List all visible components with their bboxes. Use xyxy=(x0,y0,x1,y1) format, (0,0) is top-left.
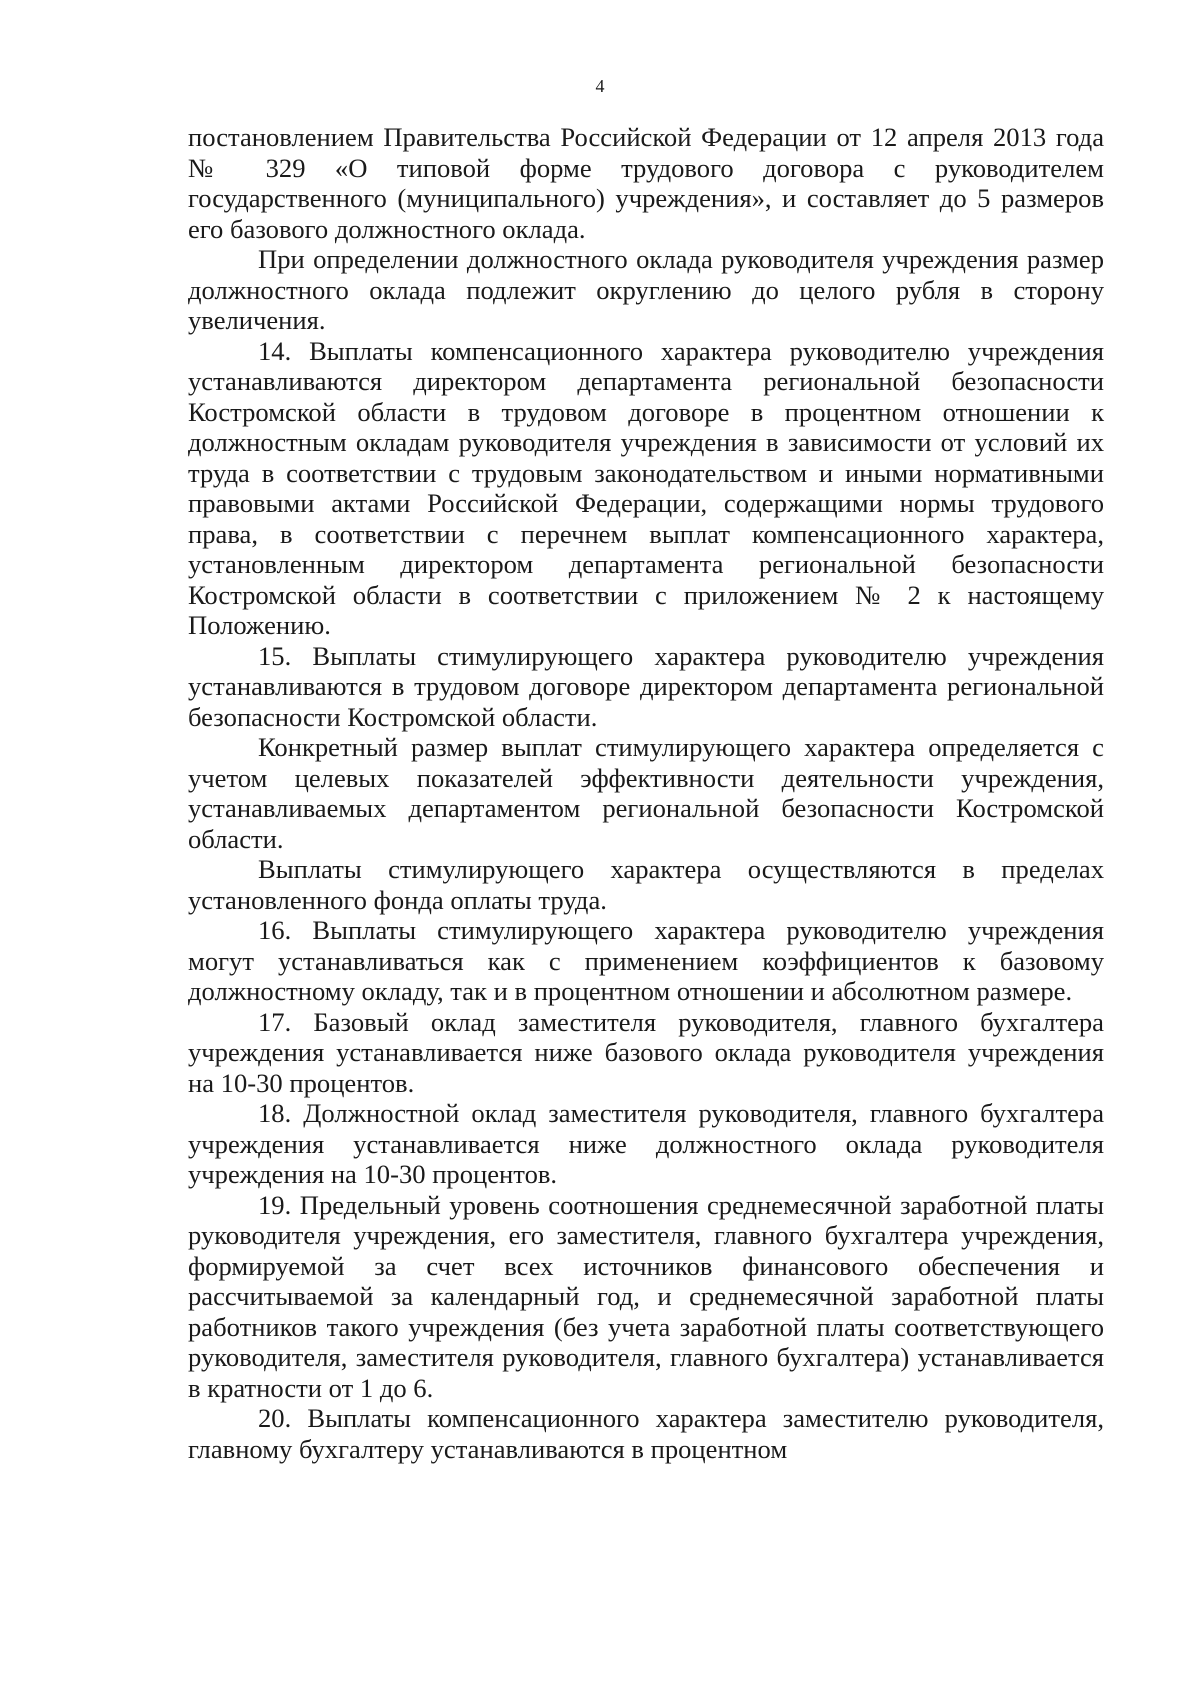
paragraph-item-18: 18. Должностной оклад заместителя руководителя, главного бухгалтера учреждения устанавливается ниже должностного оклада руководителя учреждения на 10-30 процентов. xyxy=(188,1098,1104,1189)
paragraph-item-14: 14. Выплаты компенсационного характера руководителю учреждения устанавливаются директором департамента региональной безопасности Костромской области в трудовом договоре в процентном отношении к должностным окладам руководителя учреждения в зависимости от условий их труда в соответствии с трудовым законодательством и иными нормативными правовыми актами Российской Федерации, содержащими нормы трудового права, в соответствии с перечнем выплат компенсационного характера, установленным директором департамента региональной безопасности Костромской области в соответствии с приложением № 2 к настоящему Положению. xyxy=(188,335,1104,640)
paragraph: постановлением Правительства Российской Федерации от 12 апреля 2013 года № 329 «О типовой форме трудового договора с руководителем государственного (муниципального) учреждения», и составляет до 5 размеров его базового должностного оклада. xyxy=(188,122,1104,244)
paragraph: Конкретный размер выплат стимулирующего характера определяется с учетом целевых показателей эффективности деятельности учреждения, устанавливаемых департаментом региональной безопасности Костромской области. xyxy=(188,732,1104,854)
page-number: 4 xyxy=(595,76,605,96)
paragraph-item-19: 19. Предельный уровень соотношения среднемесячной заработной платы руководителя учреждения, его заместителя, главного бухгалтера учреждения, формируемой за счет всех источников финансового обеспечения и рассчитываемой за календарный год, и среднемесячной заработной платы работников такого учреждения (без учета заработной платы соответствующего руководителя, заместителя руководителя, главного бухгалтера) устанавливается в кратности от 1 до 6. xyxy=(188,1189,1104,1403)
paragraph: Выплаты стимулирующего характера осуществляются в пределах установленного фонда оплаты труда. xyxy=(188,854,1104,915)
paragraph: При определении должностного оклада руководителя учреждения размер должностного оклада подлежит округлению до целого рубля в сторону увеличения. xyxy=(188,244,1104,335)
paragraph-item-17: 17. Базовый оклад заместителя руководителя, главного бухгалтера учреждения устанавливается ниже базового оклада руководителя учреждения на 10-30 процентов. xyxy=(188,1006,1104,1098)
paragraph-item-15: 15. Выплаты стимулирующего характера руководителю учреждения устанавливаются в трудовом договоре директором департамента региональной безопасности Костромской области. xyxy=(188,640,1104,732)
paragraph-item-16: 16. Выплаты стимулирующего характера руководителю учреждения могут устанавливаться как с применением коэффициентов к базовому должностному окладу, так и в процентном отношении и абсолютном размере. xyxy=(188,915,1104,1006)
paragraph-item-20: 20. Выплаты компенсационного характера заместителю руководителя, главному бухгалтеру устанавливаются в процентном xyxy=(188,1403,1104,1464)
document-body xyxy=(188,122,1104,1464)
